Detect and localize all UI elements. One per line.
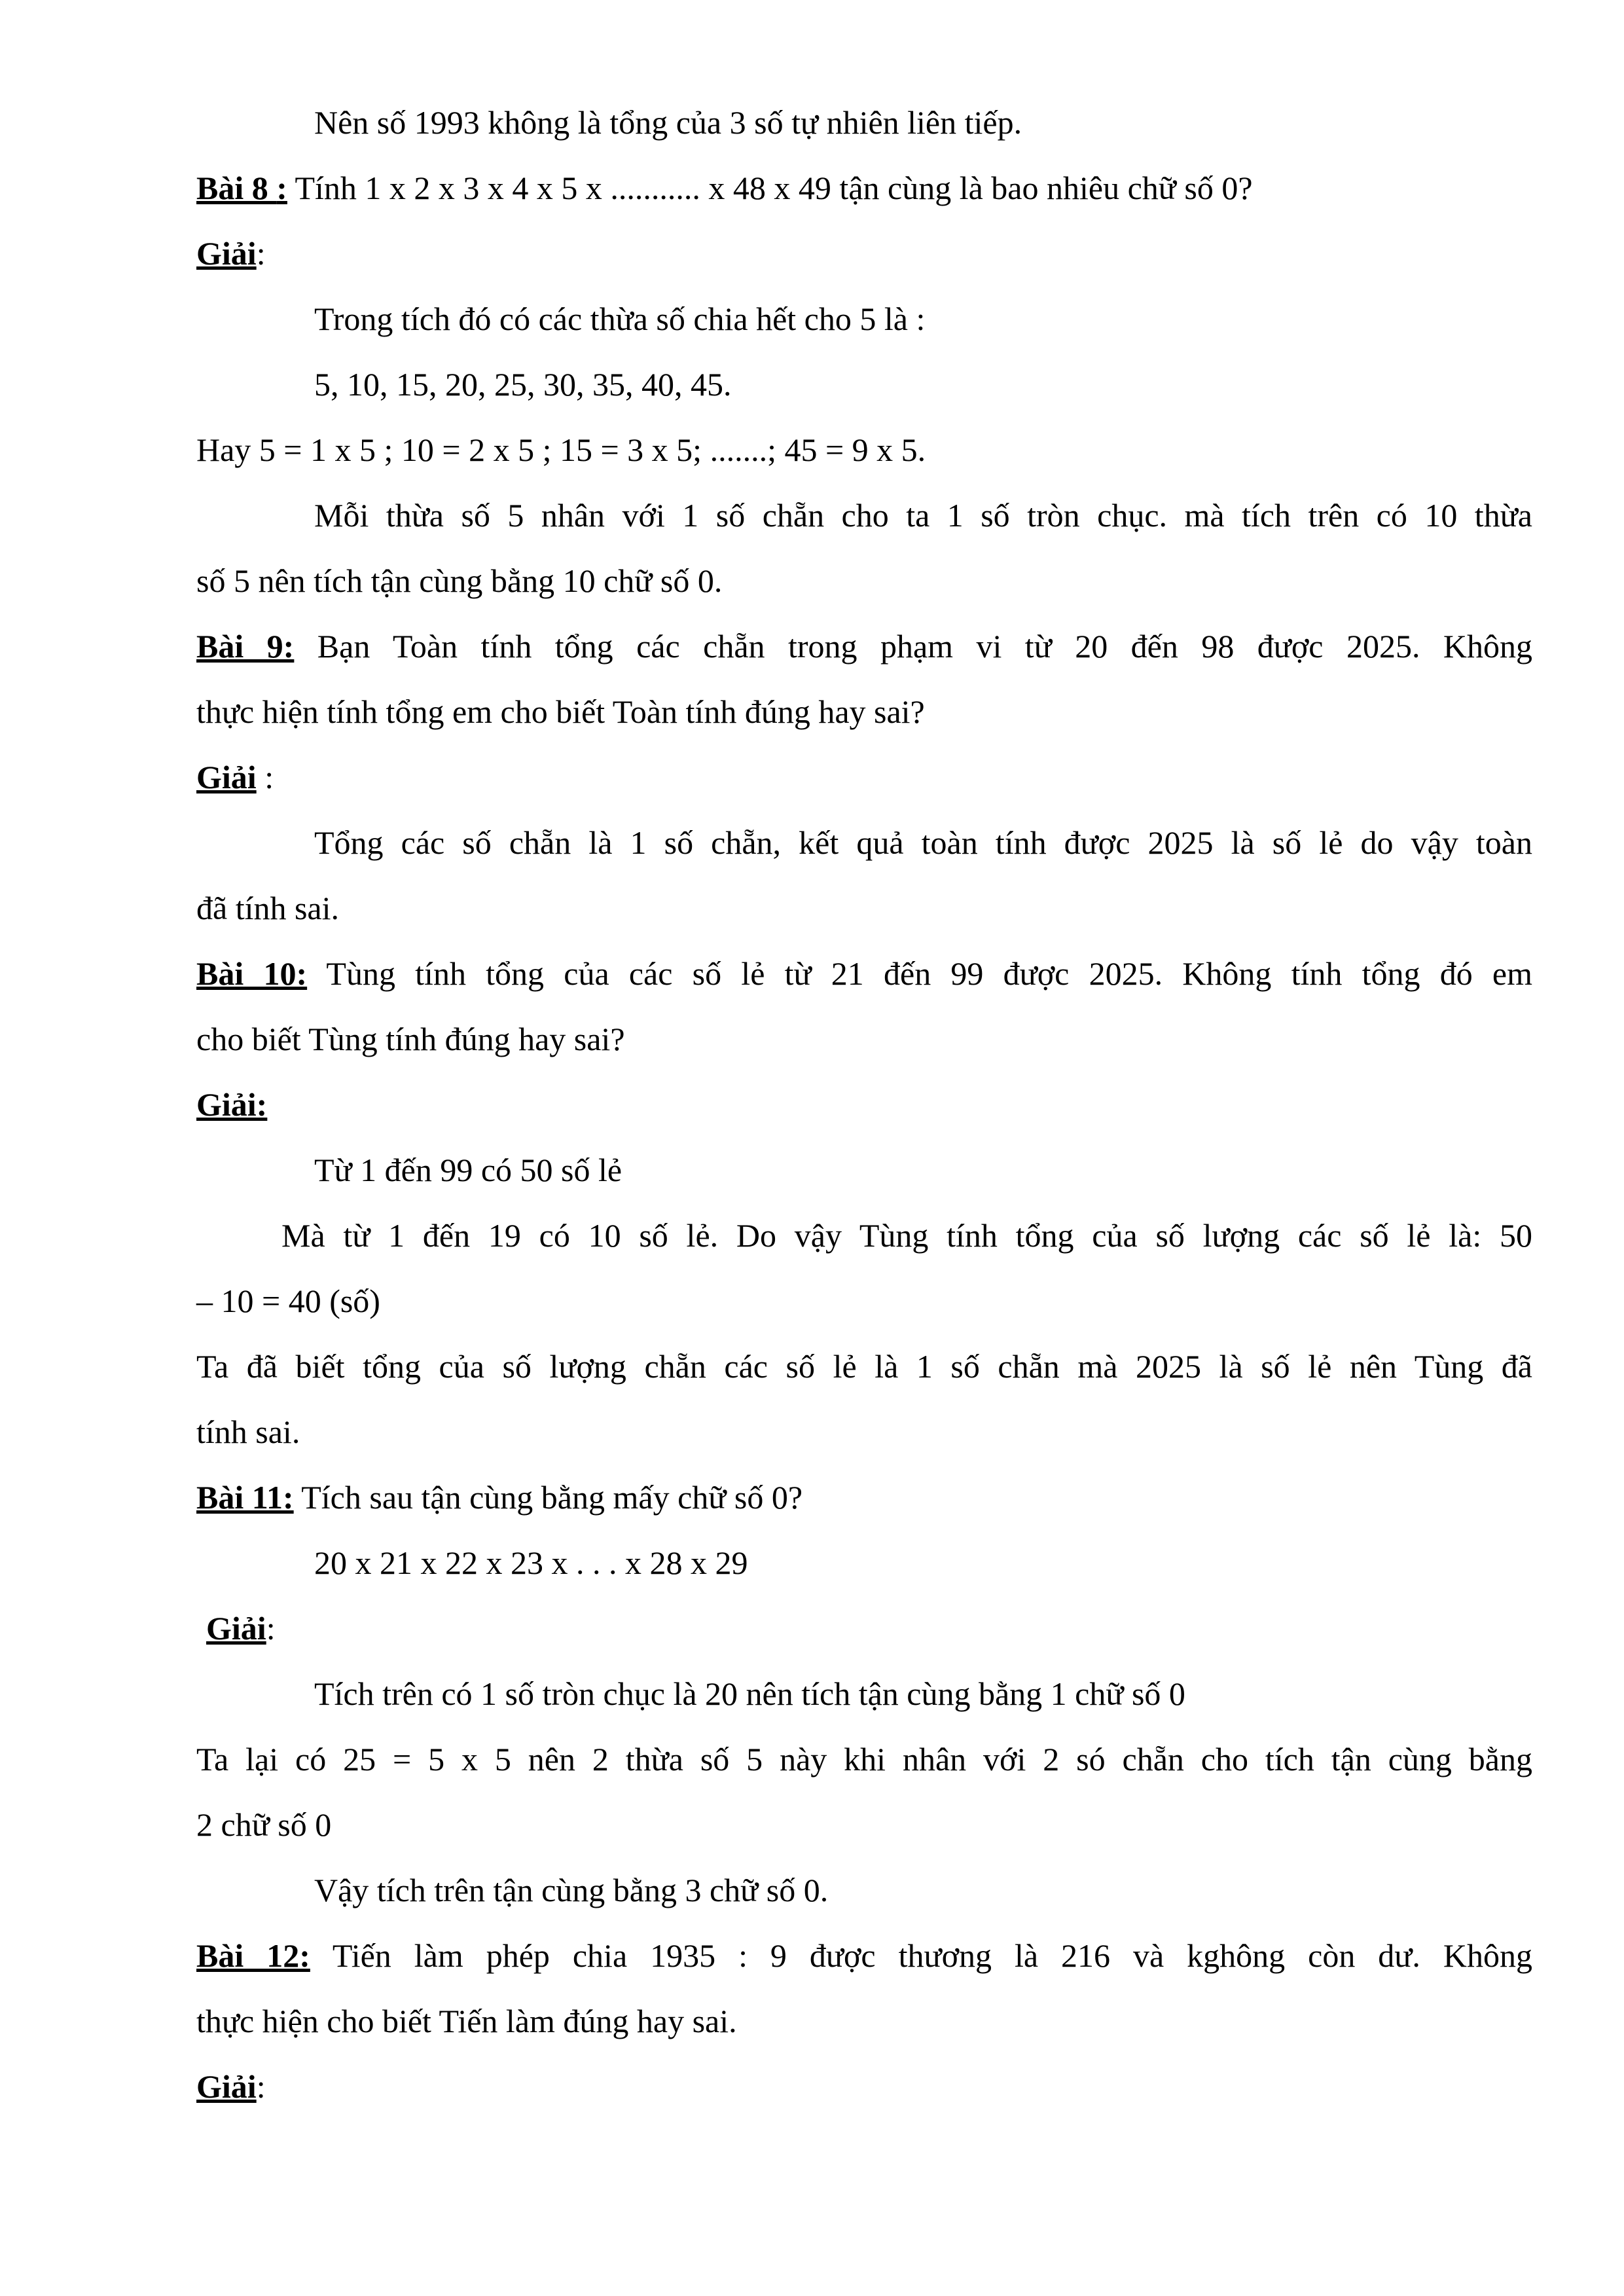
problem-label: Bài 8 : xyxy=(196,170,287,206)
text-line: số 5 nên tích tận cùng bằng 10 chữ số 0. xyxy=(196,562,723,599)
text-line: Mà từ 1 đến 19 có 10 số lẻ. Do vậy Tùng tính tổng của số lượng các số lẻ là: 50 xyxy=(281,1217,1532,1254)
text-line: 5, 10, 15, 20, 25, 30, 35, 40, 45. xyxy=(314,366,732,403)
solution-label: Giải: xyxy=(196,1086,268,1123)
text-line: – 10 = 40 (số) xyxy=(196,1283,380,1319)
solution-heading: Giải: xyxy=(196,2068,266,2105)
problem-9-heading xyxy=(0,613,1532,679)
text: Nên số 1993 không là tổng của 3 số tự nhiên liên tiếp. xyxy=(314,104,1022,141)
problem-text: Tính 1 x 2 x 3 x 4 x 5 x ........... x 48 x 49 tận cùng là bao nhiêu chữ số 0? xyxy=(287,170,1253,206)
solution-heading xyxy=(0,1072,1624,1137)
problem-text: Tiến làm phép chia 1935 : 9 được thương là 216 và kghông còn dư. Không xyxy=(310,1937,1532,1974)
problem-label: Bài 11: xyxy=(196,1479,294,1516)
text-line: 2 chữ số 0 xyxy=(196,1806,332,1843)
text-line: tính sai. xyxy=(196,1413,300,1450)
solution-heading: Giải : xyxy=(196,759,274,795)
problem-label: Bài 12: xyxy=(196,1937,310,1974)
text-line: Hay 5 = 1 x 5 ; 10 = 2 x 5 ; 15 = 3 x 5; .......; 45 = 9 x 5. xyxy=(196,431,926,468)
text-line: đã tính sai. xyxy=(196,890,340,926)
text-line: 20 x 21 x 22 x 23 x . . . x 28 x 29 xyxy=(314,1544,748,1581)
text-line: Từ 1 đến 99 có 50 số lẻ xyxy=(314,1152,623,1188)
text-line: Tích trên có 1 số tròn chục là 20 nên tích tận cùng bằng 1 chữ số 0 xyxy=(314,1675,1185,1712)
solution-label: Giải xyxy=(196,235,257,272)
problem-11-heading xyxy=(0,1465,1624,1530)
solution-label: Giải xyxy=(196,759,257,795)
solution-label: Giải xyxy=(206,1610,266,1647)
text-line: cho biết Tùng tính đúng hay sai? xyxy=(196,1021,625,1057)
text-line: Ta lại có 25 = 5 x 5 nên 2 thừa số 5 này khi nhân với 2 só chẵn cho tích tận cùng bằng xyxy=(196,1741,1532,1777)
problem-8-heading xyxy=(0,155,1624,221)
text-line: Trong tích đó có các thừa số chia hết cho 5 là : xyxy=(314,301,926,337)
text-line: Ta đã biết tổng của số lượng chẵn các số lẻ là 1 số chẵn mà 2025 là số lẻ nên Tùng đã xyxy=(196,1348,1532,1385)
solution-heading: Giải: xyxy=(196,235,266,272)
problem-text: Tùng tính tổng của các số lẻ từ 21 đến 99 được 2025. Không tính tổng đó em xyxy=(307,955,1532,992)
text-line xyxy=(0,90,1624,155)
text-line: thực hiện tính tổng em cho biết Toàn tính đúng hay sai? xyxy=(196,693,925,730)
solution-label: Giải xyxy=(196,2068,257,2105)
problem-text: Bạn Toàn tính tổng các chẵn trong phạm vi từ 20 đến 98 được 2025. Không xyxy=(294,628,1532,665)
solution-heading: Giải: xyxy=(206,1610,276,1647)
problem-text: Tích sau tận cùng bằng mấy chữ số 0? xyxy=(293,1479,803,1516)
problem-label: Bài 10: xyxy=(196,955,308,992)
text-line: Tổng các số chẵn là 1 số chẵn, kết quả toàn tính được 2025 là số lẻ do vậy toàn xyxy=(314,824,1532,861)
problem-10-heading xyxy=(0,941,1532,1006)
problem-label: Bài 9: xyxy=(196,628,295,665)
text-line: Vậy tích trên tận cùng bằng 3 chữ số 0. xyxy=(314,1872,829,1908)
problem-12-heading xyxy=(0,1923,1532,1988)
text-line: thực hiện cho biết Tiến làm đúng hay sai. xyxy=(196,2003,737,2039)
text-line: Mỗi thừa số 5 nhân với 1 số chẵn cho ta 1 số tròn chục. mà tích trên có 10 thừa xyxy=(314,497,1532,534)
